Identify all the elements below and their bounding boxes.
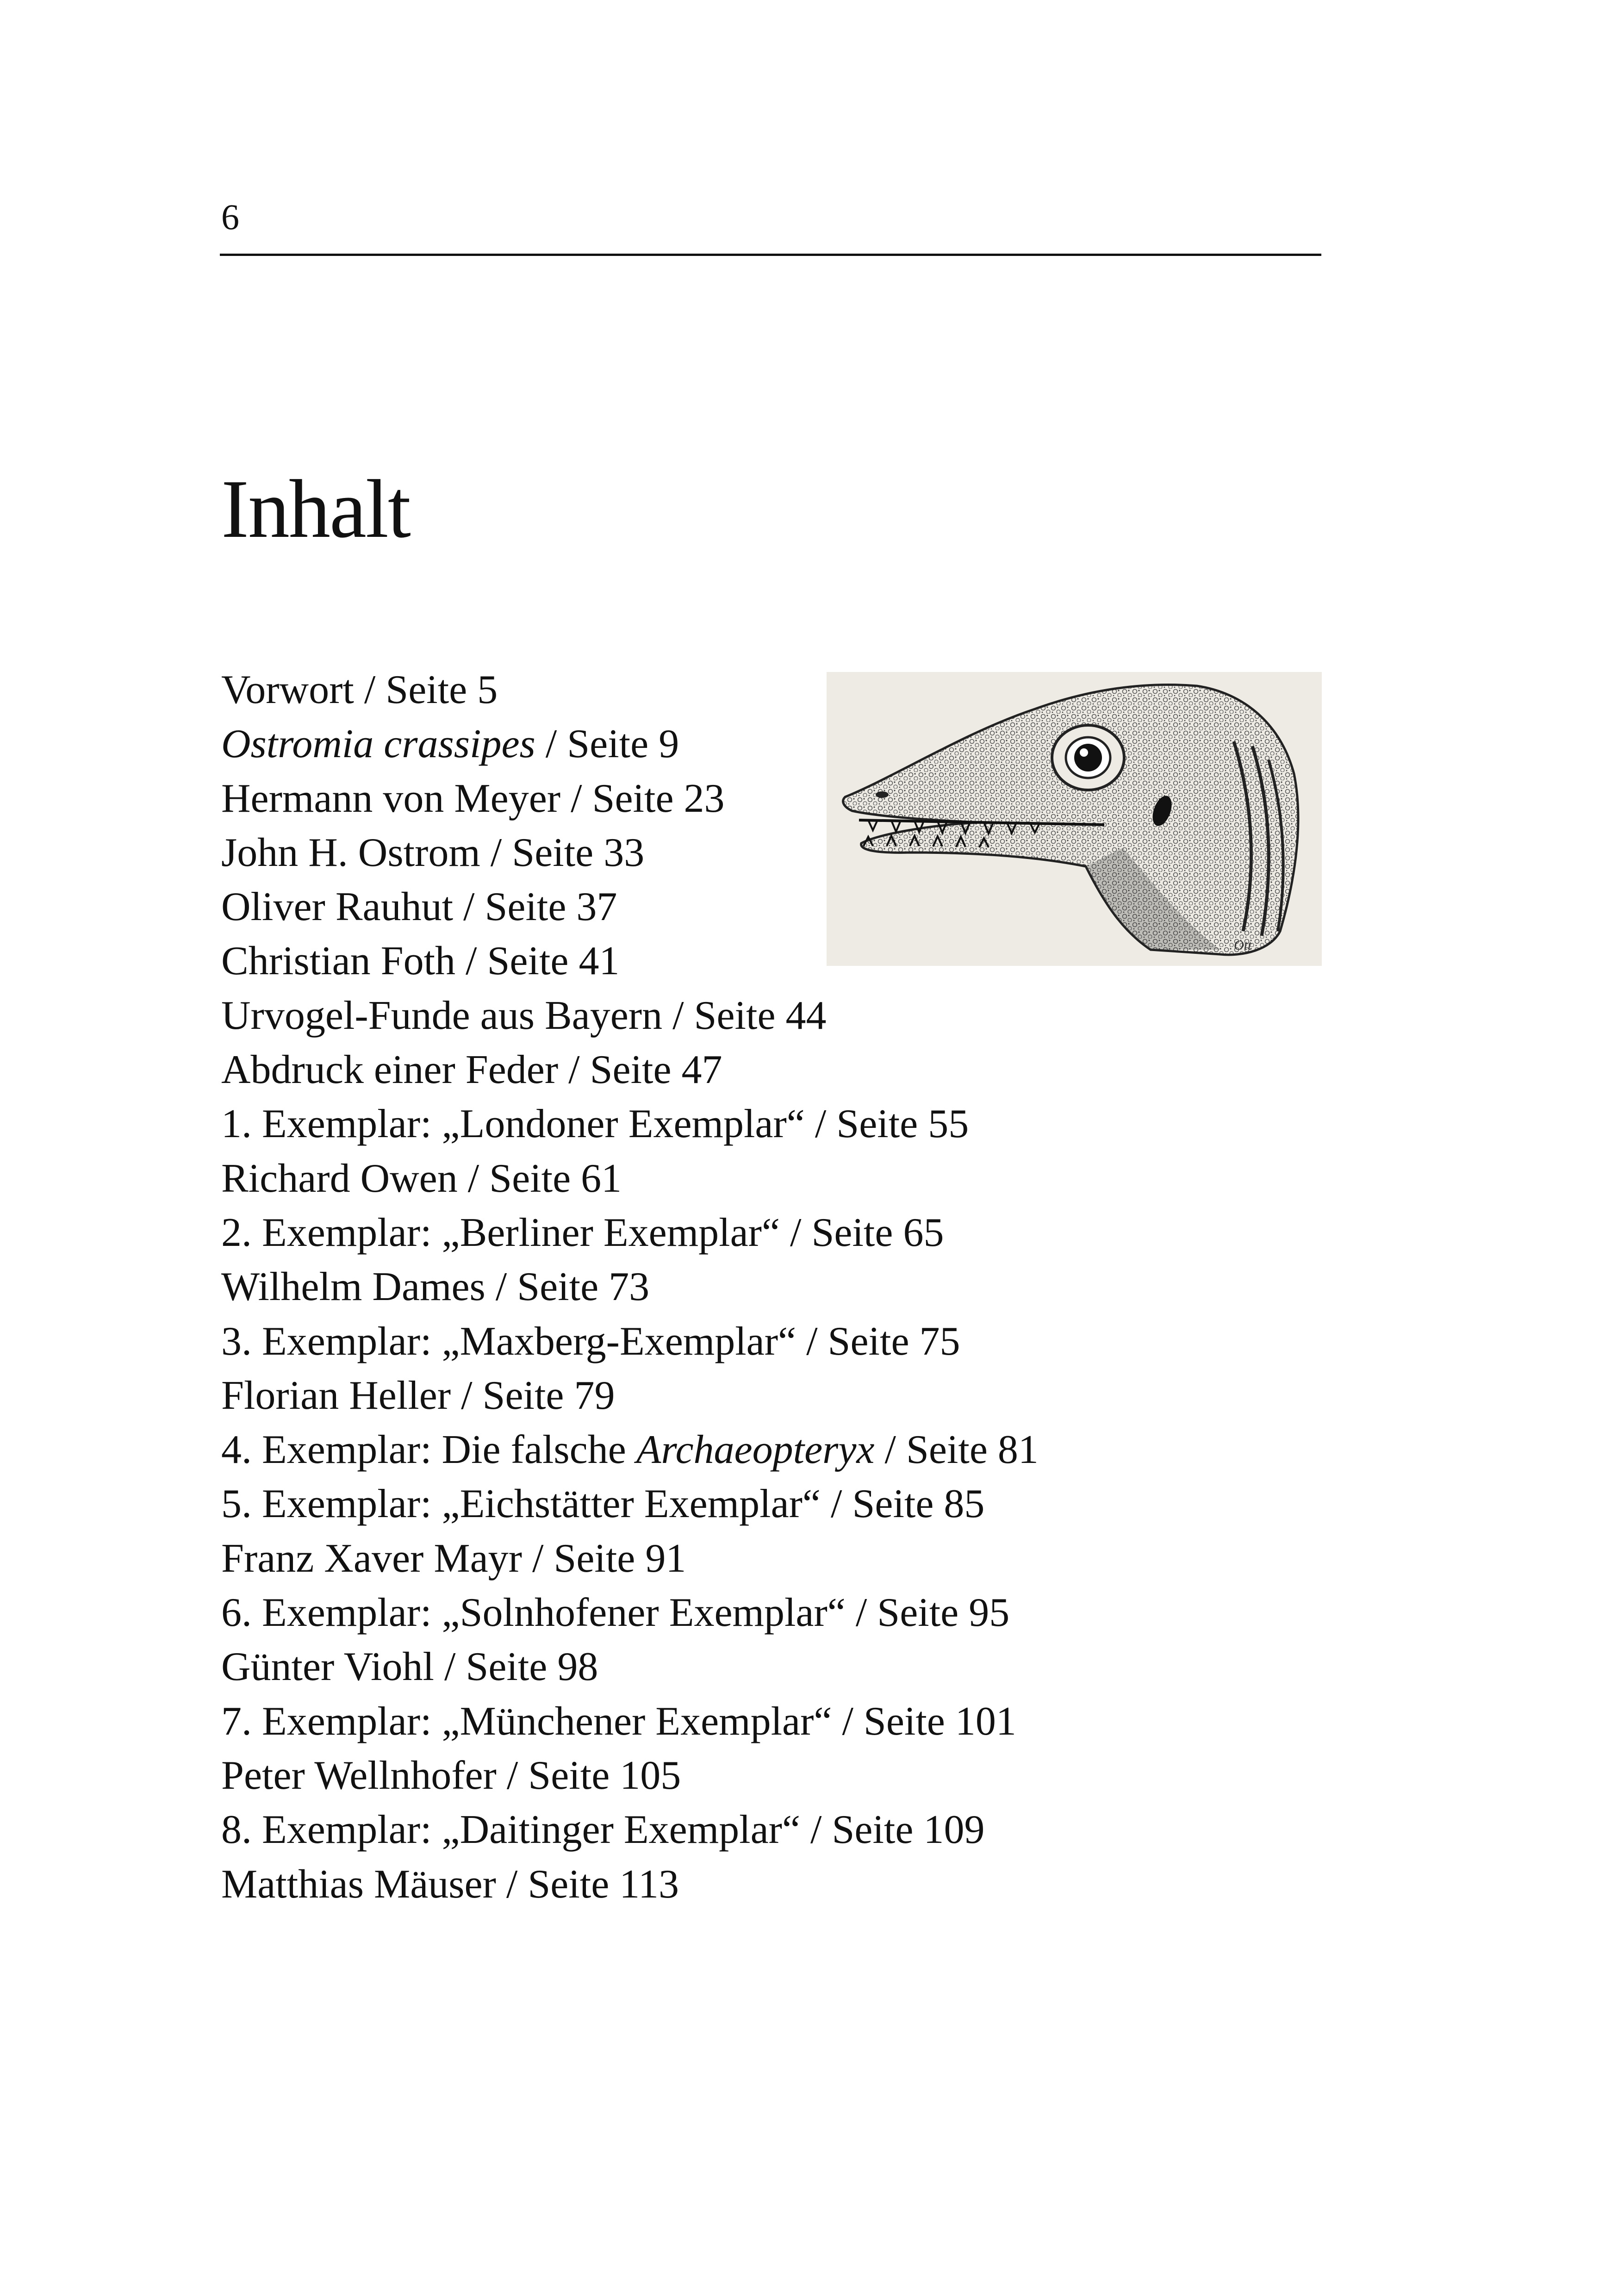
toc-entry bbox=[221, 1097, 1332, 1151]
toc-entry-text: Urvogel-Funde aus Bayern / Seite 44 bbox=[221, 993, 827, 1038]
toc-entry-text: Oliver Rauhut / Seite 37 bbox=[221, 884, 617, 930]
toc-entry-text: Günter Viohl / Seite 98 bbox=[221, 1644, 598, 1690]
toc-entry-text: 2. Exemplar: „Berliner Exemplar“ / Seite 65 bbox=[221, 1210, 944, 1255]
page-title: Inhalt bbox=[221, 463, 410, 555]
toc-entry-text: 5. Exemplar: „Eichstätter Exemplar“ / Seite 85 bbox=[221, 1481, 985, 1527]
dinosaur-head-drawing-icon bbox=[827, 672, 1322, 966]
toc-entry-text: Peter Wellnhofer / Seite 105 bbox=[221, 1753, 681, 1798]
toc-entry-text: Christian Foth / Seite 41 bbox=[221, 939, 620, 984]
toc-entry-text: 6. Exemplar: „Solnhofener Exemplar“ / Seite 95 bbox=[221, 1590, 1010, 1636]
toc-entry bbox=[221, 1206, 1332, 1260]
toc-entry bbox=[221, 1423, 1332, 1477]
toc-entry bbox=[221, 1043, 1332, 1097]
toc-entry bbox=[221, 1314, 1332, 1369]
toc-entry-text: 8. Exemplar: „Daitinger Exemplar“ / Seite 109 bbox=[221, 1807, 985, 1853]
toc-entry-text: 7. Exemplar: „Münchener Exemplar“ / Seite 101 bbox=[221, 1699, 1016, 1744]
toc-entry-text: / Seite 9 bbox=[535, 722, 679, 767]
toc-entry bbox=[221, 1857, 1332, 1911]
header-rule bbox=[220, 254, 1321, 256]
toc-entry-text: Wilhelm Dames / Seite 73 bbox=[221, 1264, 650, 1310]
toc-entry bbox=[221, 1748, 1332, 1803]
toc-entry bbox=[221, 1531, 1332, 1586]
page-number: 6 bbox=[221, 197, 239, 237]
toc-entry-text: Franz Xaver Mayr / Seite 91 bbox=[221, 1536, 686, 1581]
toc-entry bbox=[221, 1260, 1332, 1314]
toc-entry-text: Richard Owen / Seite 61 bbox=[221, 1156, 622, 1201]
toc-entry-text: / Seite 81 bbox=[874, 1427, 1039, 1473]
toc-entry-italic-text: Archaeopteryx bbox=[636, 1427, 875, 1473]
toc-entry bbox=[221, 1369, 1332, 1423]
toc-entry-text: 4. Exemplar: Die falsche bbox=[221, 1427, 636, 1473]
toc-entry bbox=[221, 1803, 1332, 1857]
toc-entry-text: 1. Exemplar: „Londoner Exemplar“ / Seite 55 bbox=[221, 1101, 969, 1147]
toc-entry-text: Abdruck einer Feder / Seite 47 bbox=[221, 1047, 722, 1093]
toc-entry bbox=[221, 1151, 1332, 1206]
toc-entry-text: John H. Ostrom / Seite 33 bbox=[221, 830, 645, 875]
artist-signature: Ott bbox=[1234, 938, 1252, 953]
toc-entry-text: 3. Exemplar: „Maxberg-Exemplar“ / Seite 75 bbox=[221, 1319, 960, 1364]
toc-entry-text: Hermann von Meyer / Seite 23 bbox=[221, 776, 725, 821]
toc-entry-italic-text: Ostromia crassipes bbox=[221, 722, 535, 767]
toc-entry-text: Vorwort / Seite 5 bbox=[221, 667, 498, 712]
toc-entry bbox=[221, 1477, 1332, 1531]
toc-entry bbox=[221, 1694, 1332, 1748]
dinosaur-head-illustration bbox=[827, 672, 1322, 966]
toc-entry bbox=[221, 989, 1332, 1043]
toc-entry-text: Matthias Mäuser / Seite 113 bbox=[221, 1861, 679, 1907]
toc-entry bbox=[221, 1586, 1332, 1640]
toc-entry-text: Florian Heller / Seite 79 bbox=[221, 1373, 615, 1418]
toc-entry bbox=[221, 1640, 1332, 1694]
